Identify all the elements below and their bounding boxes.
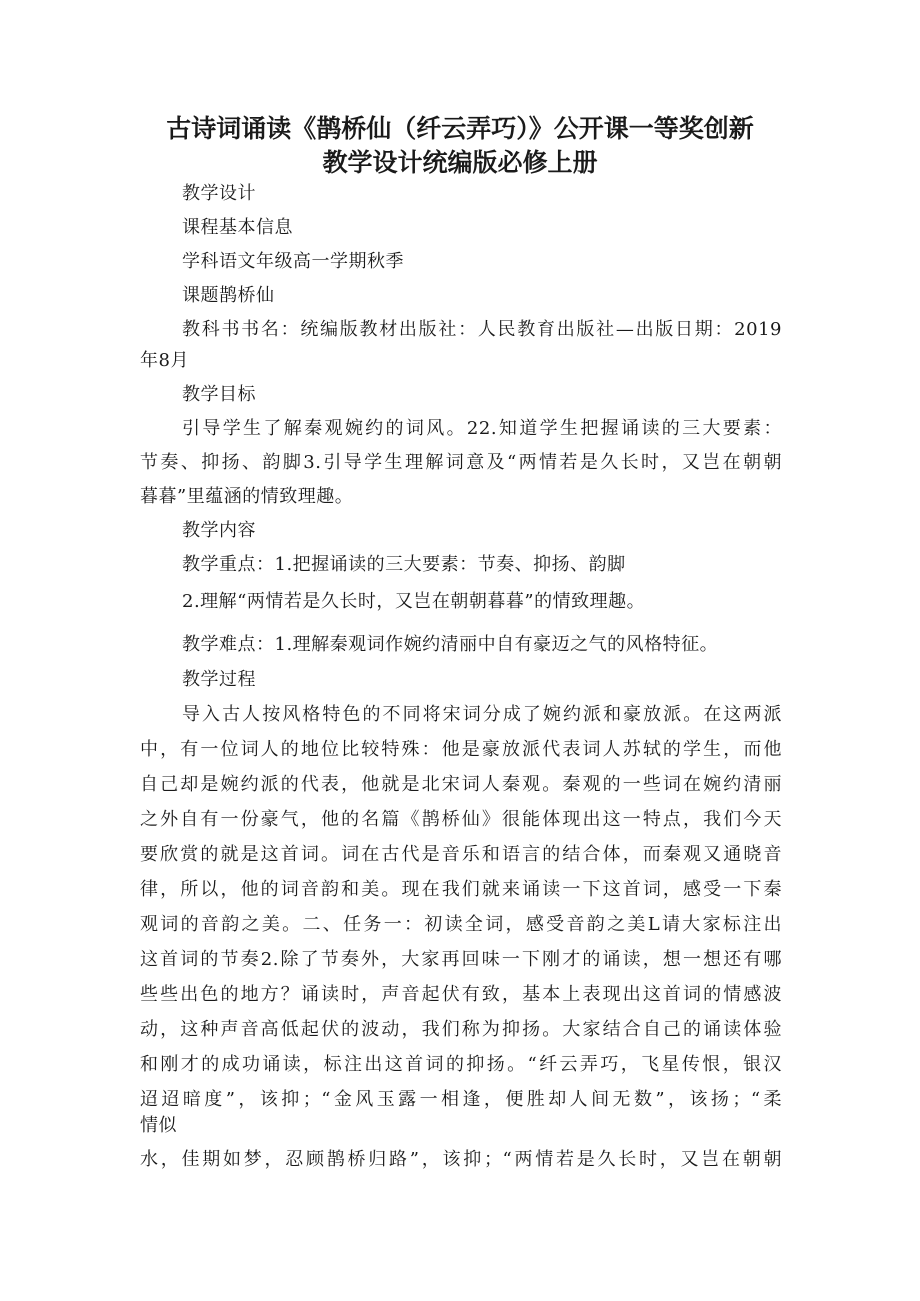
text-line: 情似 [140,1115,177,1136]
text-line: 教学重点：1.把握诵读的三大要素：节奏、抑扬、韵脚 [182,554,626,575]
text-line: 自己却是婉约派的代表，他就是北宋词人秦观。秦观的一些词在婉约清丽 [140,774,782,795]
text-line: 动，这种声音高低起伏的波动，我们称为抑扬。大家结合自己的诵读体验 [140,1019,782,1040]
text-line: 教科书书名：统编版教材出版社：人民教育出版社—出版日期：2019 [182,319,782,340]
text-line: 律，所以，他的词音韵和美。现在我们就来诵读一下这首词，感受一下秦 [140,879,782,900]
section-heading: 教学内容 [182,520,256,541]
title-line-2: 教学设计统编版必修上册 [322,148,598,177]
document-title [130,112,790,180]
section-heading: 教学过程 [182,669,256,690]
text-line: 导入古人按风格特色的不同将宋词分成了婉约派和豪放派。在这两派 [182,704,782,725]
text-line: 学科语文年级高一学期秋季 [182,251,404,272]
text-line: 些些出色的地方？诵读时，声音起伏有致，基本上表现出这首词的情感波 [140,984,782,1005]
section-heading: 教学目标 [182,384,256,405]
text-line: 观词的音韵之美。二、任务一：初读全词，感受音韵之美L请大家标注出 [140,914,782,935]
title-line-1: 古诗词诵读《鹊桥仙（纤云弄巧）》公开课一等奖创新 [166,114,754,143]
text-line: 暮暮”里蕴涵的情致理趣。 [140,486,354,507]
text-line: 和刚才的成功诵读，标注出这首词的抑扬。“纤云弄巧，飞星传恨，银汉 [140,1054,782,1075]
text-line: 教学难点：1.理解秦观词作婉约清丽中自有豪迈之气的风格特征。 [182,634,719,655]
section-heading: 教学设计 [182,183,256,204]
text-line: 2.理解“两情若是久长时，又岂在朝朝暮暮”的情致理趣。 [182,591,646,612]
text-line: 迢迢暗度”，该抑；“金风玉露一相逢，便胜却人间无数”，该扬；“柔 [140,1089,782,1110]
text-line: 中，有一位词人的地位比较特殊：他是豪放派代表词人苏轼的学生，而他 [140,739,782,760]
text-line: 年8月 [140,350,189,371]
text-line: 这首词的节奏2.除了节奏外，大家再回味一下刚才的诵读，想一想还有哪 [140,949,782,970]
text-line: 之外自有一份豪气，他的名篇《鹊桥仙》很能体现出这一特点，我们今天 [140,809,782,830]
text-line: 水，佳期如梦，忍顾鹊桥归路”，该抑；“两情若是久长时，又岂在朝朝 [140,1149,782,1170]
text-line: 课题鹊桥仙 [182,285,275,306]
text-line: 课程基本信息 [182,217,293,238]
text-line: 要欣赏的就是这首词。词在古代是音乐和语言的结合体，而秦观又通晓音 [140,844,782,865]
text-line: 引导学生了解秦观婉约的词风。22.知道学生把握诵读的三大要素： [182,418,782,439]
text-line: 节奏、抑扬、韵脚3.引导学生理解词意及“两情若是久长时，又岂在朝朝 [140,452,782,473]
